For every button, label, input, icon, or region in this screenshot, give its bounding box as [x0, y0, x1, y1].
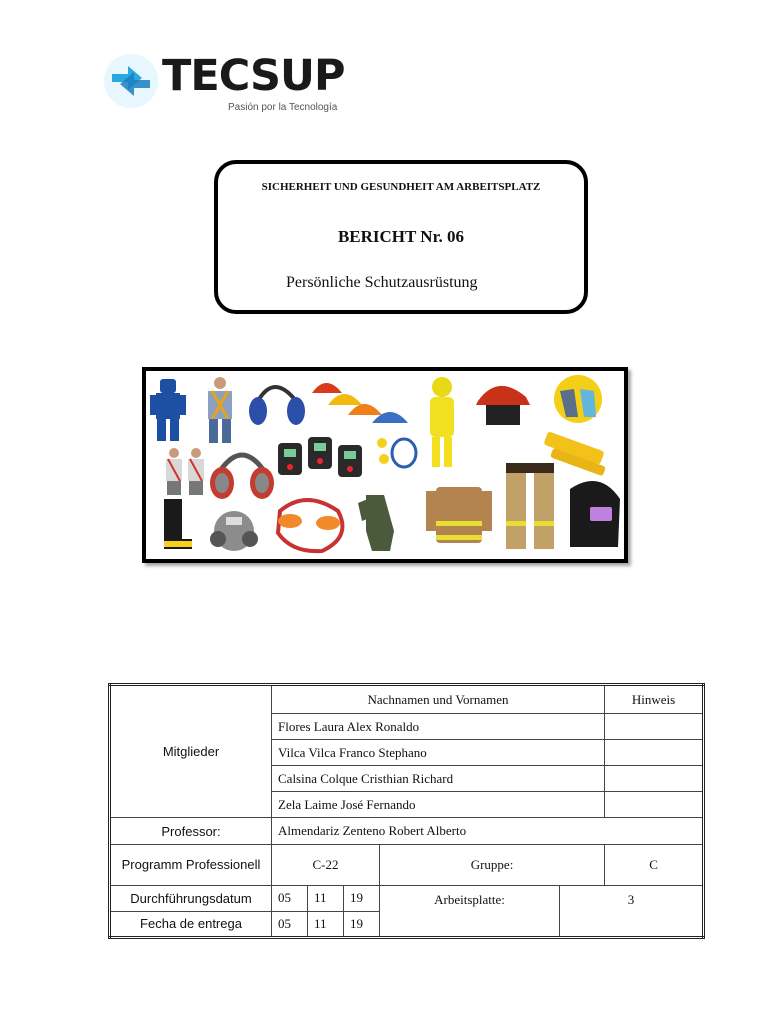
report-topic: Persönliche Schutzausrüstung [286, 274, 478, 291]
professor-name: Almendariz Zenteno Robert Alberto [272, 818, 704, 844]
coverall-icon [150, 379, 186, 441]
group-value: C [605, 844, 704, 885]
member-note [605, 714, 704, 740]
workers-icon [166, 448, 204, 495]
glove-icon [358, 495, 394, 551]
group-label: Gruppe: [380, 844, 605, 885]
ppe-collage-image [142, 367, 628, 563]
report-number: BERICHT Nr. 06 [337, 227, 465, 246]
delivery-month: 11 [308, 911, 344, 937]
hard-hats-icon [312, 383, 408, 423]
gas-detectors-icon [278, 437, 362, 477]
program-value: C-22 [272, 844, 380, 885]
professor-label: Professor: [110, 818, 272, 844]
firefighter-pants-icon [506, 463, 554, 549]
hazmat-suit-icon [430, 377, 454, 467]
logo-tagline: Pasión por la Tecnología [228, 102, 338, 113]
tecsup-logo [102, 50, 345, 116]
welding-helmet-icon [570, 481, 620, 547]
earmuffs-icon [210, 455, 274, 499]
member-name: Calsina Colque Cristhian Richard [272, 766, 605, 792]
report-subject: SICHERHEIT UND GESUNDHEIT AM ARBEITSPLATZ [261, 181, 541, 193]
workbench-value: 3 [560, 885, 704, 937]
execution-year: 19 [344, 885, 380, 911]
members-label: Mitglieder [110, 685, 272, 818]
tecsup-arrows-icon [102, 52, 160, 110]
gloves-icon [554, 375, 602, 423]
earplugs-icon [377, 438, 416, 467]
execution-day: 05 [272, 885, 308, 911]
boots-icon [164, 499, 192, 549]
delivery-year: 19 [344, 911, 380, 937]
member-note [605, 766, 704, 792]
member-name: Vilca Vilca Franco Stephano [272, 740, 605, 766]
note-header: Hinweis [605, 685, 704, 714]
program-label: Programm Professionell [110, 844, 272, 885]
workbench-label: Arbeitsplatte: [380, 885, 560, 937]
team-info-table [108, 683, 705, 939]
earmuffs-icon [249, 387, 305, 425]
delivery-date-label: Fecha de entrega [110, 911, 272, 937]
earplugs-icon [278, 500, 342, 551]
logo-wordmark: TECSUP [162, 51, 345, 101]
member-name: Flores Laura Alex Ronaldo [272, 714, 605, 740]
names-header: Nachnamen und Vornamen [272, 685, 605, 714]
fire-helmet-icon [476, 386, 530, 425]
report-title-box [214, 160, 588, 314]
member-note [605, 740, 704, 766]
member-note [605, 792, 704, 818]
execution-date-label: Durchführungsdatum [110, 885, 272, 911]
firefighter-jacket-icon [426, 487, 492, 543]
member-name: Zela Laime José Fernando [272, 792, 605, 818]
harness-icon [208, 377, 232, 443]
execution-month: 11 [308, 885, 344, 911]
respirator-icon [210, 511, 258, 551]
delivery-day: 05 [272, 911, 308, 937]
